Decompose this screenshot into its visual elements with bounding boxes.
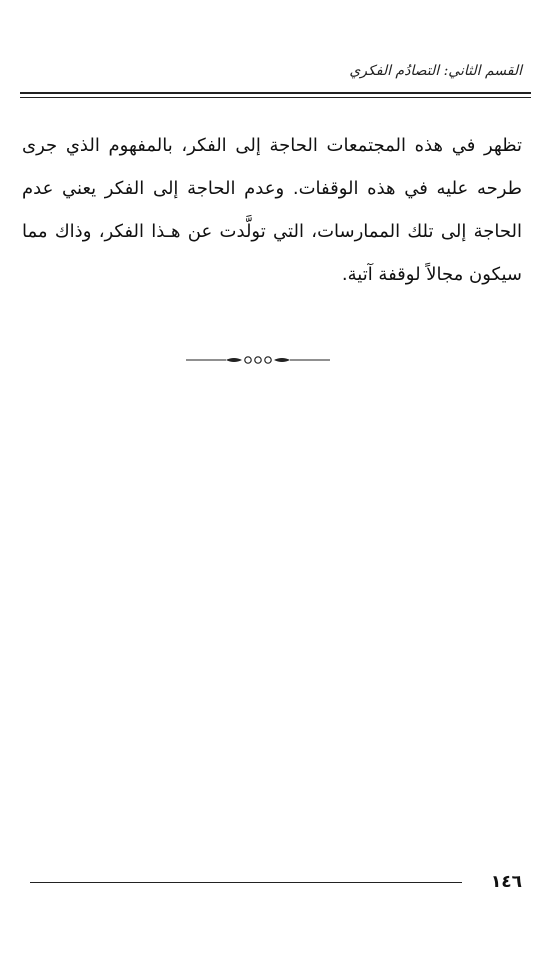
running-header-title: القسم الثاني: التصادُم الفكري [349,63,522,79]
body-paragraph: تظهر في هذه المجتمعات الحاجة إلى الفكر، بالمفهوم الذي جرى طرحه عليه في هذه الوقفات. وعدم الحاجة إلى الفكر يعني عدم الحاجة إلى تلك الممارسات، التي تولَّدت عن هـذا الفكر، وذاك مما سيكون مجالاً لوقفة آتية. [22,135,522,285]
header-rule-thick [20,92,531,94]
footer-rule [30,882,462,883]
divider-ornament-icon [186,353,330,367]
page-number: ١٤٦ [490,872,522,892]
header-rule-thin [20,97,531,98]
